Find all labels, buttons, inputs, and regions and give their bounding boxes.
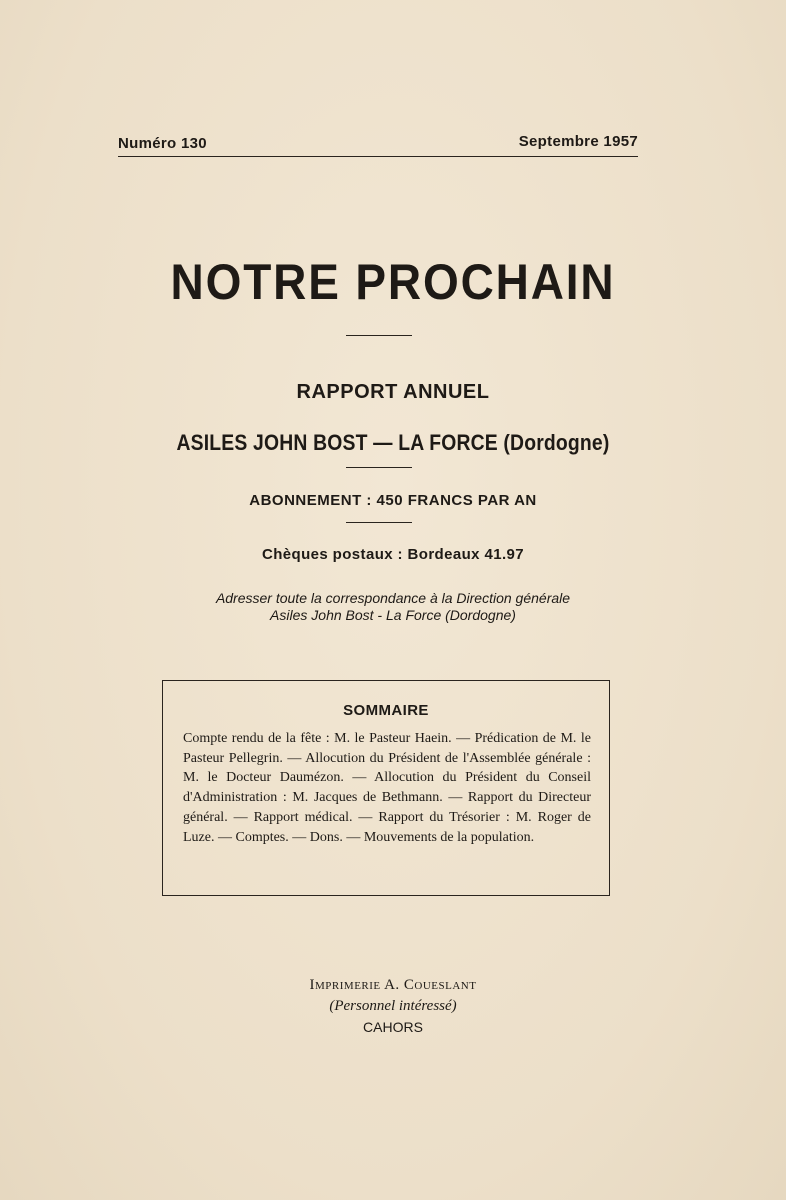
summary-bottom-rule: [163, 895, 609, 896]
issue-number: Numéro 130: [118, 135, 207, 152]
address-line-2: Asiles John Bost - La Force (Dordogne): [270, 607, 516, 623]
header-rule: [118, 156, 638, 157]
issue-date: Septembre 1957: [518, 133, 638, 150]
subscription-price: ABONNEMENT : 450 FRANCS PAR AN: [249, 492, 537, 509]
report-subtitle: RAPPORT ANNUEL: [296, 381, 490, 403]
summary-title: SOMMAIRE: [343, 702, 429, 719]
summary-top-rule: [163, 680, 609, 681]
divider-rule: [346, 467, 412, 468]
postal-account: Chèques postaux : Bordeaux 41.97: [261, 546, 525, 563]
address-line-1: Adresser toute la correspondance à la Direction générale: [215, 590, 571, 606]
printer-note: (Personnel intéressé): [329, 998, 457, 1014]
printer-name: Imprimerie A. Coueslant: [309, 977, 477, 993]
printer-info: [0, 975, 786, 1038]
printer-city: CAHORS: [363, 1019, 423, 1035]
summary-box: [162, 680, 610, 896]
summary-text: Compte rendu de la fête : M. le Pasteur Haein. — Prédication de M. le Pasteur Pellegrin. — Allocution du Président de l'Assemblée générale : M. le Docteur Daumézon. — Allocution du Président du Conseil d'Administration : M. Jacques de Bethmann. — Rapport du Directeur général. — Rapport médical. — Rapport du Trésorier : M. Roger de Luze. — Comptes. — Dons. — Mouvements de la population.: [183, 731, 591, 845]
publication-title: NOTRE PROCHAIN: [170, 254, 616, 310]
correspondence-address: [0, 590, 786, 624]
issue-header: [118, 131, 638, 157]
institution-name: ASILES JOHN BOST — LA FORCE (Dordogne): [176, 430, 610, 455]
divider-rule: [346, 335, 412, 336]
divider-rule: [346, 522, 412, 523]
